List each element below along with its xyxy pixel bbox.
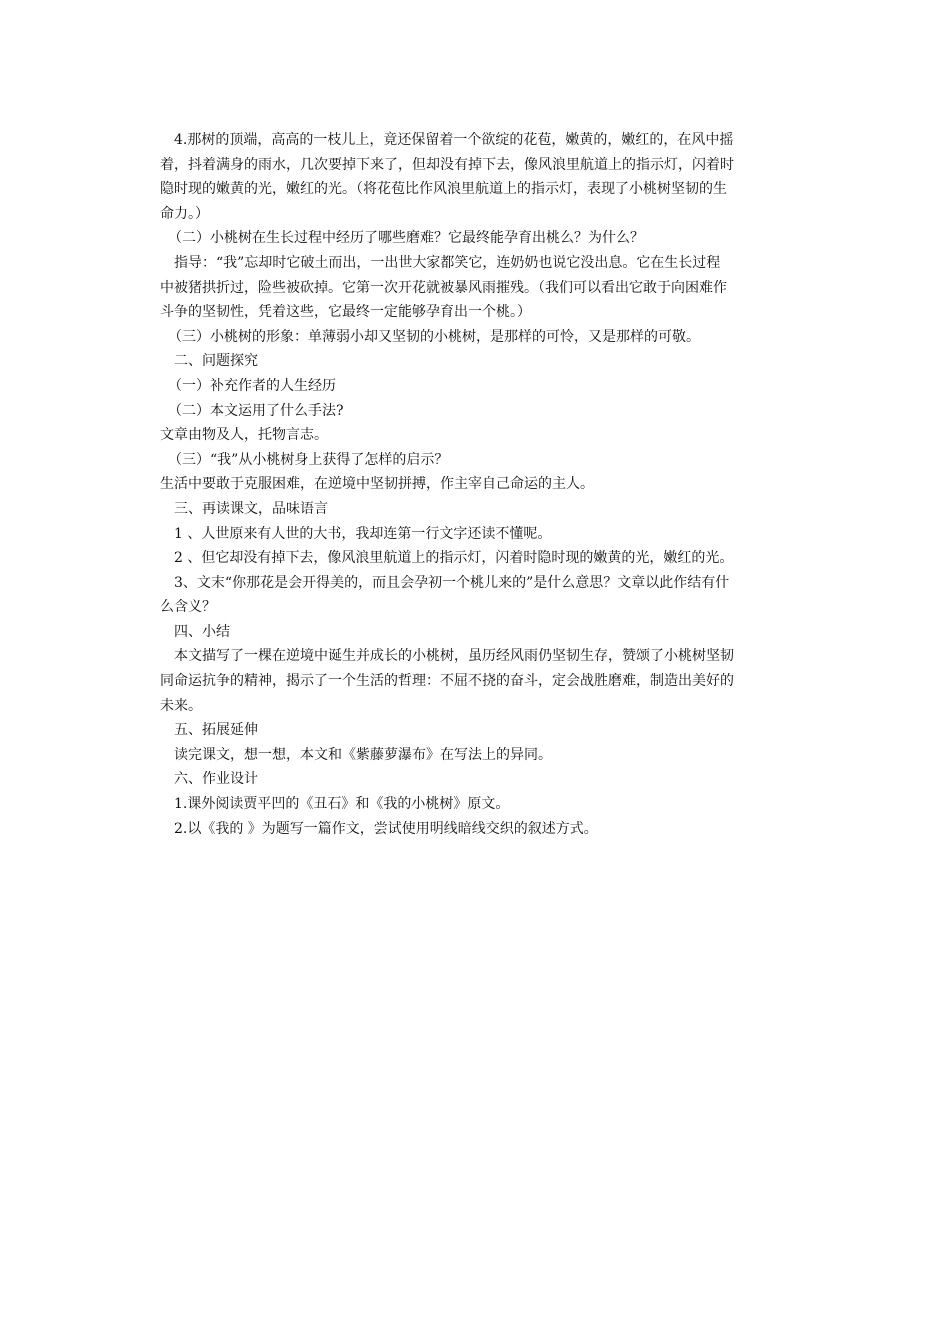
text-line: 三、再读课文，品味语言 <box>174 500 328 517</box>
text-line: 1 、人世原来有人世的大书，我却连第一行文字还读不懂呢。 <box>174 525 552 542</box>
section-heading-2 <box>160 349 800 374</box>
section-heading-4 <box>160 620 800 645</box>
paragraph-question-2 <box>160 226 800 251</box>
paragraph-question-3 <box>160 325 800 350</box>
section-heading-3 <box>160 497 800 522</box>
paragraph-item <box>160 399 800 424</box>
section-heading-6 <box>160 767 800 792</box>
paragraph-1 <box>160 128 800 226</box>
text-line: （二）本文运用了什么手法? <box>168 402 344 419</box>
section-heading-5 <box>160 718 800 743</box>
text-line: 命力。） <box>160 205 209 222</box>
paragraph-item <box>160 522 800 547</box>
text-line: 同命运抗争的精神，揭示了一个生活的哲理：不屈不挠的奋斗，定会战胜磨难，制造出美好的 <box>160 673 734 690</box>
text-line: 么含义？ <box>160 599 216 616</box>
text-line: 1.课外阅读贾平凹的《丑石》和《我的小桃树》原文。 <box>174 796 510 813</box>
document-page <box>160 128 800 841</box>
text-line: 隐时现的嫩黄的光，嫩红的光。（将花苞比作风浪里航道上的指示灯，表现了小桃树坚韧的生 <box>160 181 727 198</box>
text-line: （三）“我”从小桃树身上获得了怎样的启示？ <box>168 451 449 468</box>
paragraph-item <box>160 448 800 473</box>
text-line: 五、拓展延伸 <box>174 722 258 739</box>
text-line: 二、问题探究 <box>174 353 258 370</box>
paragraph-answer <box>160 423 800 448</box>
paragraph-item <box>160 571 800 620</box>
paragraph-answer <box>160 472 800 497</box>
text-line: （三）小桃树的形象：单薄弱小却又坚韧的小桃树，是那样的可怜，又是那样的可敬。 <box>168 328 700 345</box>
text-line: 2 、但它却没有掉下去，像风浪里航道上的指示灯，闪着时隐时现的嫩黄的光，嫩红的光。 <box>174 550 734 567</box>
text-line: 六、作业设计 <box>174 771 258 788</box>
text-line: 生活中要敢于克服困难，在逆境中坚韧拼搏，作主宰自己命运的主人。 <box>160 476 594 493</box>
text-line: （一）补充作者的人生经历 <box>168 377 336 394</box>
text-line: 四、小结 <box>174 623 230 640</box>
text-line: 斗争的坚韧性，凭着这些，它最终一定能够孕育出一个桃。） <box>160 304 531 321</box>
text-line: 指导：“我”忘却时它破土而出，一出世大家都笑它，连奶奶也说它没出息。它在生长过程 <box>174 254 721 271</box>
paragraph-item <box>160 546 800 571</box>
paragraph-homework-1 <box>160 792 800 817</box>
paragraph-summary <box>160 644 800 718</box>
paragraph-guidance <box>160 251 800 325</box>
paragraph-extension <box>160 743 800 768</box>
text-line: 文章由物及人，托物言志。 <box>160 427 328 444</box>
paragraph-homework-2 <box>160 817 800 842</box>
text-line: 中被猪拱折过，险些被砍掉。它第一次开花就被暴风雨摧残。（我们可以看出它敢于向困难作 <box>160 279 727 296</box>
text-line: 2.以《我的 》为题写一篇作文，尝试使用明线暗线交织的叙述方式。 <box>174 820 598 837</box>
text-line: 着，抖着满身的雨水，几次要掉下来了，但却没有掉下去，像风浪里航道上的指示灯，闪着时 <box>160 156 734 173</box>
text-line: 读完课文，想一想，本文和《紫藤萝瀑布》在写法上的异同。 <box>174 746 552 763</box>
text-line: 3、文末“你那花是会开得美的，而且会孕初一个桃儿来的”是什么意思？文章以此作结有什 <box>174 574 730 591</box>
text-line: 本文描写了一棵在逆境中诞生并成长的小桃树，虽历经风雨仍坚韧生存，赞颂了小桃树坚韧 <box>174 648 734 665</box>
paragraph-item <box>160 374 800 399</box>
text-line: 未来。 <box>160 697 202 714</box>
text-line: 4.那树的顶端，高高的一枝儿上，竟还保留着一个欲绽的花苞，嫩黄的，嫩红的，在风中摇 <box>174 132 734 148</box>
text-line: （二）小桃树在生长过程中经历了哪些磨难？它最终能孕育出桃么？为什么？ <box>168 230 644 247</box>
